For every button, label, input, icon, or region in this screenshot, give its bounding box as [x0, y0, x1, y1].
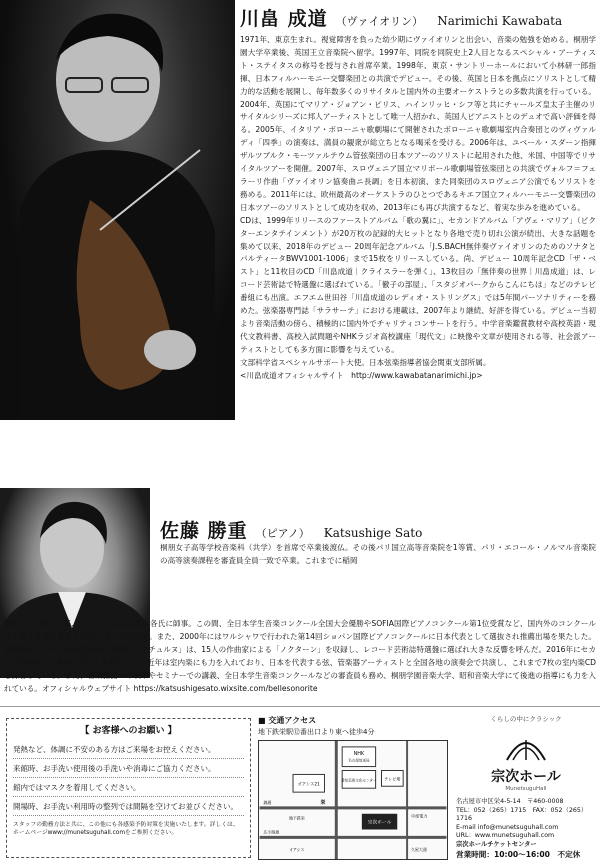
map-label-central: 中部電力 — [411, 813, 428, 819]
map-label-hall: 宗次ホール — [367, 820, 392, 826]
access-title: ■ 交通アクセス — [258, 716, 317, 725]
customer-notice-box — [6, 718, 251, 858]
artist1-role: （ヴァイオリン） — [335, 15, 424, 28]
hall-tagline: くらしの中にクラシック — [490, 715, 562, 723]
map-label-art: 愛知芸術文化センター — [341, 778, 377, 783]
notice-item: 発熱など、体調に不安のある方はご来場をお控えください。 — [13, 740, 244, 759]
notice-item: 来館時、お手洗い使用後の手洗いや消毒にご協力ください。 — [13, 759, 244, 778]
artist1-name-en: Narimichi Kawabata — [437, 14, 563, 28]
map-illustration — [259, 741, 447, 859]
map-label-nhk: NHK — [353, 750, 365, 757]
artist2-role: （ピアノ） — [255, 527, 310, 540]
notice-item: 館内ではマスクを着用してください。 — [13, 778, 244, 797]
hall-url[interactable]: URL：www.munetsuguhall.com — [456, 832, 555, 839]
violinist-photo — [0, 0, 235, 420]
map-label-hirokoji: 広小路通 — [263, 829, 280, 835]
artist2-bio-text-a: 桐朋女子高等学校音楽科（共学）を首席で卒業後渡仏。その後パリ国立高等音楽院を1等賞、パリ・エコール・ノルマル音楽院の高等演奏課程を審査員全員一致で卒業。これまでに稲岡 — [160, 543, 596, 565]
notice-item: 開場時、お手洗い利用時の整列では間隔を空けてお並びください。 — [13, 797, 244, 816]
map-label-hisaya: 久屋大通 — [411, 847, 427, 853]
hall-logo-icon — [503, 726, 549, 764]
hall-address: 名古屋市中区栄4-5-14 〒460-0008 — [456, 798, 564, 805]
artist1-bio-p1: 1971年、東京生まれ。視覚障害を負った幼少期にヴァイオリンと出会い、音楽の勉強を始める。桐朋学園大学卒業後、英国王立音楽院へ留学。1997年、同院を同院史上2人目となるスペシャル・アーティスト・ステイタスの称号を授与され首席卒業。1998年、東京・サントリーホールにおいて小林研一郎指揮、日本フィルハーモニー交響楽団との共演でデビュー。その後、英国と日本を拠点にソリストとして精力的な活動を展開し、毎年数多くのリサイタルと国内外の主要オーケストラとの多数共演を行っている。2004年、英国にてマリア・ジョアン・ピリス、ハインリッヒ・シフ等と共にチャールズ皇太子主催のリサイタルシリーズに邦人アーティストとして唯一人招かれ、英国人ピアニストとのデュオで高い評価を得る。2005年、イタリア・ボローニャ歌劇場にて開催されたボローニャ歌劇場室内合奏団とのヴィヴァルディ「四季」の演奏は、満員の観衆が総立ちとなる喝采を受ける。2006年は、ユベール・スダーン指揮ザルツブルク・モーツァルテウム管弦楽団の日本ツアーのソリストに起用された他、米国、中国等でリサイタルツアーを開催。2007年、スロヴェニア国立マリボール歌劇場管弦楽団との共演でヴォルフ＝フェラーリ作曲「ヴァイオリン協奏曲ニ長調」を日本初演、また同楽団のスロヴェニア公演でもソリストを務める。2011年には、欧州最高のオーケストラのひとつであるキエフ国立フィルハーモニー交響楽団の日本ツアーのソリストとして成功を収め、2013年にも再び共演するなど、着実な歩みを進めている。 — [240, 35, 596, 212]
hall-ticket-center: 宗次ホールチケットセンター — [456, 840, 537, 848]
map-label-oasis2: オアシス — [289, 847, 305, 853]
artist1-name-row — [240, 4, 596, 31]
access-map — [258, 740, 448, 860]
hall-info-section — [456, 714, 596, 860]
map-label-station: 地下鉄栄 — [289, 815, 305, 821]
hall-name: 宗次ホール — [491, 769, 561, 785]
section-divider — [0, 706, 600, 707]
hall-tel: TEL：052（265）1715 FAX：052（265）1716 — [456, 806, 588, 822]
artist1-bio-p3: 文部科学省スペシャルサポート大使。日本弦楽指導者協会関東支部所属。 — [240, 357, 491, 367]
map-label-sakae: 栄 — [320, 799, 326, 806]
violinist-illustration — [0, 0, 235, 420]
access-section — [258, 715, 448, 863]
artist2-bio-text-b: 享子、江戸弘子、G.フレミー、G.ムニエの各氏に師事。この間、全日本学生音楽コンクール全国大会優勝やSOFIA国際ピアノコンクール第1位受賞など、国内外のコンクールに入賞する傍ら数多くのコンサートに出演。また、2000年にはワルシャワで行われた第14回ショパン国際ピアノコンクールに日本代表として選抜され推薦出場を果たした。2012年にリリースされた初ソロCD「ノクチュルヌ」は、15人の作曲家による「ノクターン」を収録し、レコード芸術誌特選盤に選ばれ大きな反響を呼んだ。2016年にセカンドアルバム「オマージュ」をリリース。近年は室内楽にも力を入れており、日本を代表する弦、管楽器アーティストと全国各地の演奏会で共演し、これまで7枚の室内楽CDを録音している。また、音楽雑誌への執筆やセミナーでの講義、全日本学生音楽コンクールなどの審査員も務め、桐朋学園音楽大学、昭和音楽大学にて後進の指導にも力を入れている。オフィシャルウェブサイト https://katsushigesato.wixsite.com/bellesonorite — [4, 619, 596, 693]
hall-name-en: MunetsuguHall — [505, 786, 547, 792]
artist1-name-jp: 川畠 成道 — [240, 8, 328, 30]
hall-contact — [456, 798, 596, 860]
notice-title: 【 お客様へのお願い 】 — [80, 726, 177, 736]
hall-hours: 営業時間：10:00～16:00 不定休 — [456, 850, 581, 859]
access-subtitle: 地下鉄栄駅⑫番出口より東へ徒歩4分 — [258, 728, 375, 736]
hall-email[interactable]: E-mail info@munetsuguhall.com — [456, 823, 559, 831]
artist1-bio-text — [240, 34, 596, 382]
artist1-bio-section — [240, 4, 596, 382]
artist2-name-jp: 佐藤 勝重 — [160, 520, 248, 542]
notice-footer: スタッフの勤務方法と共に、この他にも各感染予防対策を実施いたします。詳しくは、ホームページwww://munetsuguhall.comをご参照ください。 — [13, 822, 239, 836]
map-label-tv: テレビ塔 — [384, 776, 401, 782]
artist2-name-en: Katsushige Sato — [323, 526, 423, 540]
artist1-site-link[interactable]: <川畠成道オフィシャルサイト http://www.kawabatanarimichi.jp> — [240, 370, 483, 380]
map-label-oasis: オアシス21 — [297, 782, 320, 788]
artist1-bio-p2: CDは、1999年リリースのファーストアルバム「歌の翼に」、セカンドアルバム「アヴェ・マリア」（ビクターエンタテインメント）が20万枚の記録的大ヒットとなり各地で売り切れ公演が続出、大きな話題を集めて以来、2018年のデビュー 20周年記念アルバム「J.S.BACH無伴奏ヴァイオリンのためのソナタとパルティータBWV1001-1006」まで15枚をリリースしている。尚、デビュー 10周年記念CD「ザ・ベスト」と11枚目のCD「川畠成道｜クライスラーを弾く」、13枚目の「無伴奏の世界｜川畠成道」は、レコード芸術誌で特選盤に選ばれている。「徹子の部屋」、「スタジオパークからこんにちは」などのテレビ番組にも出演。エフエム世田谷「川畠成道のレディオ・ストリングス」では5年間パーソナリティーを務めた。弦楽器専門誌「サラサーテ」における連載は、2007年より継続、好評を得ている。デビュー当初より音楽活動の傍ら、積極的に国内外でチャリティコンサートを行う。中学音楽鑑賞教材や高校英語・現代文教科書、高校入試問題やNHKラジオ高校講座「現代文」に映像や文章が使用される等、社会派アーティストとしても多方面に影響を与えている。 — [240, 215, 596, 354]
map-label-nhk2: 名古屋放送局 — [348, 758, 370, 763]
map-label-nishiki: 錦通 — [263, 799, 272, 805]
